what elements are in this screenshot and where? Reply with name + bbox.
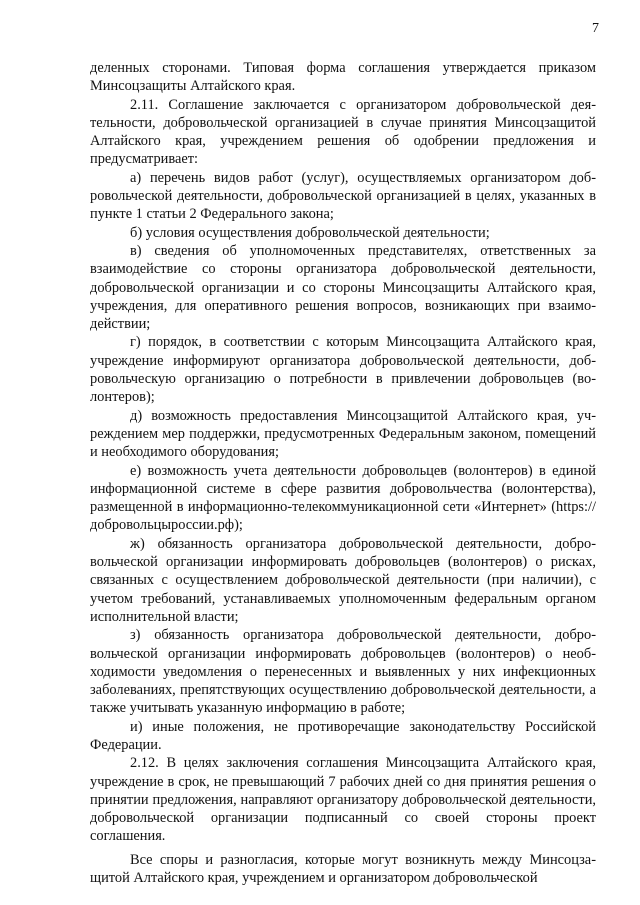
list-item-z: з) обязанность организатора добровольческой деятельности, добровольческой организации информировать добровольцев (волонтеров) о необходимости уведомления о перенесенных и выявленных у них инфекционных заболеваниях, препятствующих осуществлению добровольческой деятельности, а также учитывать указанную информацию в работе; [90, 627, 596, 717]
page-number: 7 [592, 21, 599, 36]
list-item-b: б) условия осуществления добровольческой деятельности; [130, 224, 490, 241]
list-item-zh: ж) обязанность организатора добровольческой деятельности, добровольческой организации информировать добровольцев (волонтеров) о рисках, связанных с осуществлением добровольческой деятельности (при наличии), с учетом требований, устанавливаемых уполномоченным федеральным органом исполнительной власти; [90, 535, 596, 625]
list-item-a: а) перечень видов работ (услуг), осуществляемых организатором добровольческой деятельности, добровольческой организацией в целях, указанных в пункте 1 статьи 2 Федерального закона; [90, 169, 596, 223]
paragraph-clause-2-12: 2.12. В целях заключения соглашения Минсоцзащита Алтайского края, учреждение в срок, не превышающий 7 рабочих дней со дня принятия решения о принятии предложения, направляют организатору добровольческой деятельности, добровольческой организации подписанный со своей стороны проект соглашения. [90, 755, 596, 845]
document-body [90, 59, 596, 887]
list-item-i: и) иные положения, не противоречащие законодательству Российской Федерации. [90, 718, 596, 753]
list-item-g: г) порядок, в соответствии с которым Минсоцзащита Алтайского края, учреждение информируют организатора добровольческой деятельности, добровольческую организацию о потребности в привлечении добровольцев (волонтеров); [90, 334, 596, 406]
list-item-e: е) возможность учета деятельности добровольцев (волонтеров) в единой информационной системе в сфере развития добровольчества (волонтерства), размещенной в информационно-телекоммуникационной сети «Интернет» (https://добровольцыроссии.рф); [90, 462, 596, 534]
paragraph-clause-2-11: 2.11. Соглашение заключается с организатором добровольческой деятельности, добровольческой организацией в случае принятия Минсоцзащитой Алтайского края, учреждением решения об одобрении предложения и предусматривает: [90, 96, 596, 168]
list-item-d: д) возможность предоставления Минсоцзащитой Алтайского края, учреждением мер поддержки, предусмотренных Федеральным законом, помещений и необходимого оборудования; [90, 407, 596, 461]
paragraph-continuation: деленных сторонами. Типовая форма соглашения утверждается приказом Минсоцзащиты Алтайского края. [90, 60, 596, 95]
list-item-v: в) сведения об уполномоченных представителях, ответственных за взаимодействие со стороны организатора добровольческой деятельности, добровольческой организации и со стороны Минсоцзащиты Алтайского края, учреждения, для оперативного решения вопросов, возникающих при взаимодействии; [90, 242, 596, 333]
paragraph-disputes: Все споры и разногласия, которые могут возникнуть между Минсоцзащитой Алтайского края, учреждением и организатором добровольческой [90, 851, 596, 887]
